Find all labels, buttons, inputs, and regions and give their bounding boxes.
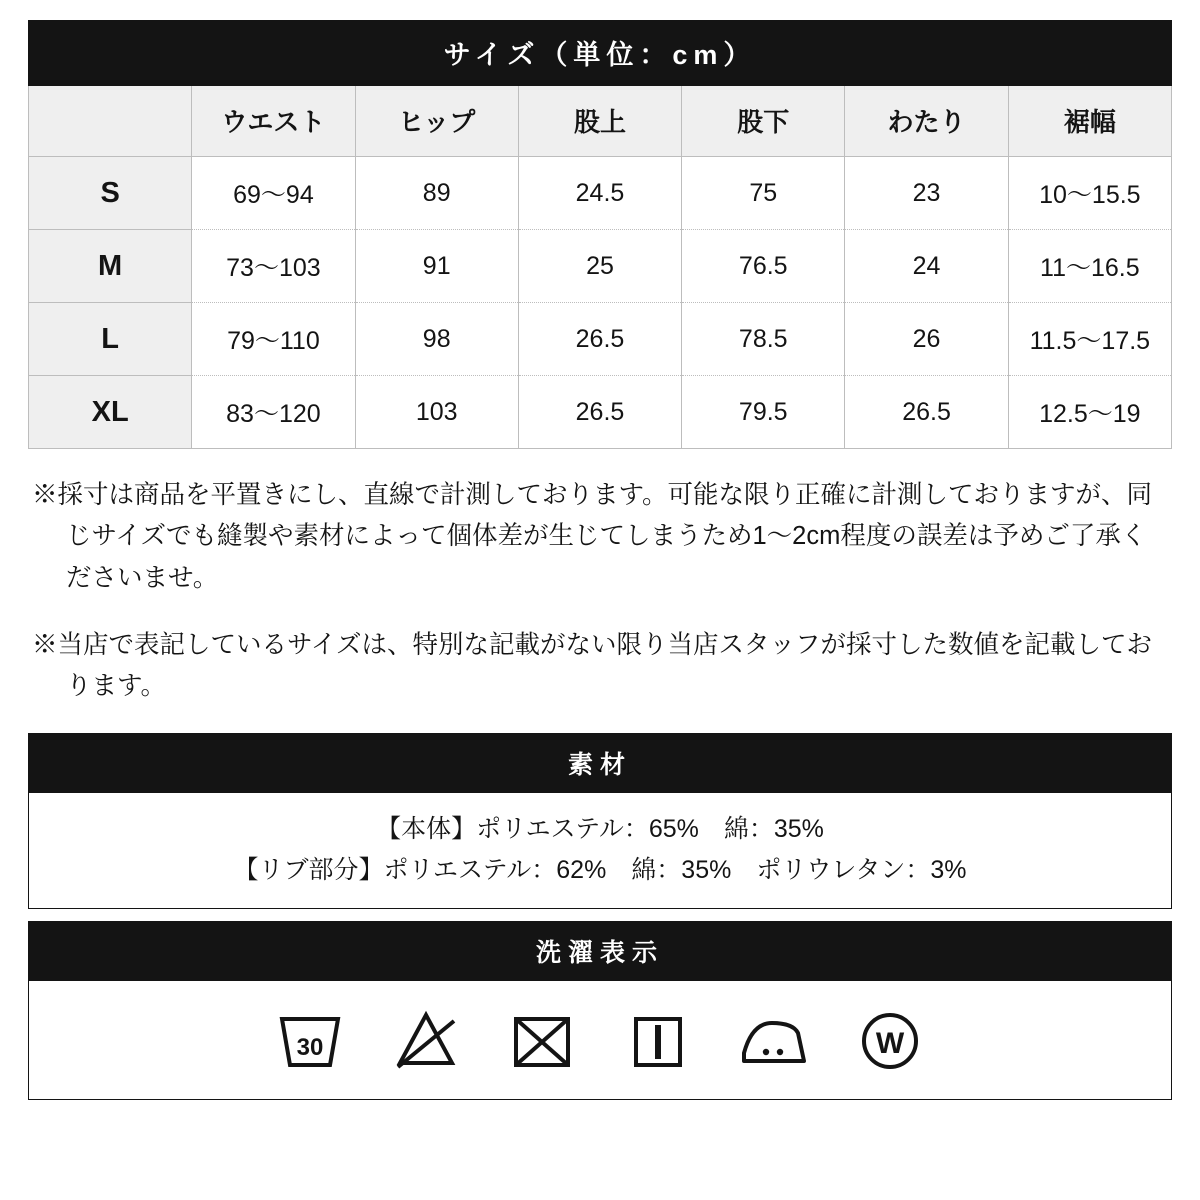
row-header-size-l: L bbox=[29, 303, 192, 376]
table-row bbox=[29, 376, 1172, 449]
table-row bbox=[29, 230, 1172, 303]
row-header-size-xl: XL bbox=[29, 376, 192, 449]
row-header-size-m: M bbox=[29, 230, 192, 303]
cell-l-waist: 79〜110 bbox=[192, 303, 355, 376]
material-section-body bbox=[29, 793, 1171, 908]
cell-s-waist: 69〜94 bbox=[192, 157, 355, 230]
size-table-header-row bbox=[29, 86, 1172, 157]
care-section-body bbox=[29, 981, 1171, 1099]
measurement-notes bbox=[32, 475, 1168, 707]
care-icon-row bbox=[29, 981, 1171, 1099]
cell-m-hip: 91 bbox=[355, 230, 518, 303]
wash-30-icon bbox=[272, 1001, 348, 1077]
size-table bbox=[28, 20, 1172, 449]
cell-xl-hip: 103 bbox=[355, 376, 518, 449]
cell-l-hem: 11.5〜17.5 bbox=[1008, 303, 1171, 376]
note-text: ※当店で表記しているサイズは、特別な記載がない限り当店スタッフが採寸した数値を記載しております。 bbox=[32, 630, 1152, 701]
professional-wetcleaning-w-icon bbox=[852, 1001, 928, 1077]
column-header-waist: ウエスト bbox=[192, 86, 355, 157]
care-section-title: 洗濯表示 bbox=[29, 922, 1171, 981]
column-header-thigh: わたり bbox=[845, 86, 1008, 157]
material-section bbox=[28, 733, 1172, 909]
note-text: ※採寸は商品を平置きにし、直線で計測しております。可能な限り正確に計測しておりますが、同じサイズでも縫製や素材によって個体差が生じてしまうため1〜2cm程度の誤差は予めご了承くださいませ。 bbox=[32, 481, 1152, 592]
cell-m-inseam: 76.5 bbox=[682, 230, 845, 303]
cell-xl-hem: 12.5〜19 bbox=[1008, 376, 1171, 449]
cell-l-inseam: 78.5 bbox=[682, 303, 845, 376]
column-header-hip: ヒップ bbox=[355, 86, 518, 157]
cell-m-hem: 11〜16.5 bbox=[1008, 230, 1171, 303]
cell-s-hem: 10〜15.5 bbox=[1008, 157, 1171, 230]
size-table-title: サイズ（単位：cm） bbox=[29, 21, 1172, 86]
cell-m-thigh: 24 bbox=[845, 230, 1008, 303]
cell-l-rise: 26.5 bbox=[518, 303, 681, 376]
care-section bbox=[28, 921, 1172, 1100]
column-header-hem: 裾幅 bbox=[1008, 86, 1171, 157]
row-header-size-s: S bbox=[29, 157, 192, 230]
material-section-title: 素材 bbox=[29, 734, 1171, 793]
material-line-rib: 【リブ部分】ポリエステル：62% 綿：35% ポリウレタン：3% bbox=[233, 855, 967, 884]
column-header-rise: 股上 bbox=[518, 86, 681, 157]
drip-dry-vertical-icon bbox=[620, 1001, 696, 1077]
no-bleach-icon bbox=[388, 1001, 464, 1077]
cell-l-hip: 98 bbox=[355, 303, 518, 376]
cell-s-hip: 89 bbox=[355, 157, 518, 230]
cell-m-rise: 25 bbox=[518, 230, 681, 303]
iron-low-icon bbox=[736, 1001, 812, 1077]
note-staff-measured bbox=[32, 625, 1168, 708]
table-row bbox=[29, 157, 1172, 230]
svg-text:30: 30 bbox=[296, 1034, 324, 1062]
size-table-corner-cell bbox=[29, 86, 192, 157]
no-tumble-dry-icon bbox=[504, 1001, 580, 1077]
svg-text:W: W bbox=[875, 1027, 905, 1061]
cell-l-thigh: 26 bbox=[845, 303, 1008, 376]
cell-xl-rise: 26.5 bbox=[518, 376, 681, 449]
size-table-title-row bbox=[29, 21, 1172, 86]
table-row bbox=[29, 303, 1172, 376]
cell-xl-waist: 83〜120 bbox=[192, 376, 355, 449]
note-measurement-tolerance bbox=[32, 475, 1168, 599]
cell-s-thigh: 23 bbox=[845, 157, 1008, 230]
column-header-inseam: 股下 bbox=[682, 86, 845, 157]
cell-m-waist: 73〜103 bbox=[192, 230, 355, 303]
cell-xl-thigh: 26.5 bbox=[845, 376, 1008, 449]
cell-xl-inseam: 79.5 bbox=[682, 376, 845, 449]
cell-s-inseam: 75 bbox=[682, 157, 845, 230]
cell-s-rise: 24.5 bbox=[518, 157, 681, 230]
material-line-body: 【本体】ポリエステル：65% 綿：35% bbox=[376, 815, 824, 844]
